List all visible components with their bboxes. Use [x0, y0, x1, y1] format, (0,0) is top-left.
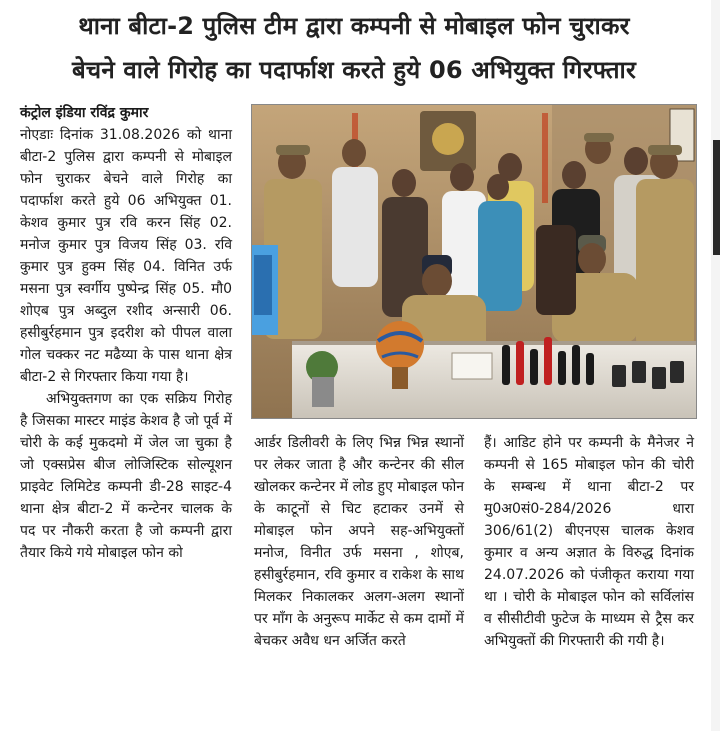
article-column-3	[484, 432, 694, 652]
headline-line-1: थाना बीटा-2 पुलिस टीम द्वारा कम्पनी से मोबाइल फोन चुराकर	[78, 12, 630, 40]
adjacent-page-edge	[711, 0, 720, 731]
byline: कंट्रोल इंडिया रविंद्र कुमार	[20, 105, 149, 121]
paragraph-3: आर्डर डिलीवरी के लिए भिन्न भिन्न स्थानों पर लेकर जाता है और कन्टेनर की सील खोलकर कन्टेनर में लोड हुए मोबाइल फोन के काटूनों से चिट हटाकर उनमें से मोबाइल फोन अपने सह-अभियुक्तों मनोज, विनीत उर्फ मसना , शोएब, हसीबुर्रहमान, रवि कुमार व राकेश के साथ मिलकर निकालकर अलग-अलग स्थानों पर माँग के अनुरूप मार्केट से कम दामों में बेचकर अवैध धन अर्जित करते	[254, 435, 464, 649]
adjacent-page-image-edge	[713, 140, 720, 255]
paragraph-2: अभियुक्तगण का एक सक्रिय गिरोह है जिसका मास्टर माइंड केशव है जो पूर्व में चोरी के कई मुकदमो में जेल जा चुका है जो एक्सप्रेस बीज लोजिस्टिक सोल्यूशन प्राइवेट लिमिटेड कम्पनी डी-28 साइट-4 थाना क्षेत्र बीटा-2 में कन्टेनर चालक के पद पर नौकरी करता है जो कम्पनी द्वारा तैयार किये गये मोबाइल फोन को	[20, 391, 232, 561]
paragraph-4: हैं। आडिट होने पर कम्पनी के मैनेजर ने कम्पनी से 165 मोबाइल फोन की चोरी के सम्बन्ध में थाना बीटा-2 पर मु0अ0सं0-284/2026 धारा 306/61(2) बीएनएस चालक केशव कुमार व अन्य अज्ञात के विरुद्ध दिनांक 24.07.2026 को पंजीकृत कराया गया था । चोरी के मोबाइल फोन को सर्विलांस व सीसीटीवी फुटेज के माध्यम से ट्रैस कर अभियुक्तों की गिरफ्तारी की गयी है।	[484, 435, 694, 649]
lead-paragraph: नोएडाः दिनांक 31.08.2026 को थाना बीटा-2 पुलिस द्वारा कम्पनी से मोबाइल फोन चुराकर बेचने वाले गिरोह का पदार्फाश करते हुये 06 अभियुक्त 01. केशव कुमार पुत्र रवि करन सिंह 02. मनोज कुमार पुत्र विजय सिंह 03. रवि कुमार पुत्र हुक्म सिंह 04. विनित उर्फ मसना पुत्र स्वर्गीय पुष्पेन्द्र सिंह 05. मौ0 शोएब पुत्र अब्दुल रशीद अन्सारी 06. हसीबुर्रहमान पुत्र इदरीश को पीपल वाला गोल चक्कर नट मढैय्या के पास थाना क्षेत्र बीटा-2 से गिरफ्तार किया गया है।	[20, 127, 232, 385]
press-conference-photo	[251, 104, 697, 419]
headline-line-2: बेचने वाले गिरोह का पदार्फाश करते हुये 06 अभियुक्त गिरफ्तार	[72, 56, 636, 84]
article-column-2	[254, 432, 464, 652]
article-column-1	[20, 102, 232, 564]
